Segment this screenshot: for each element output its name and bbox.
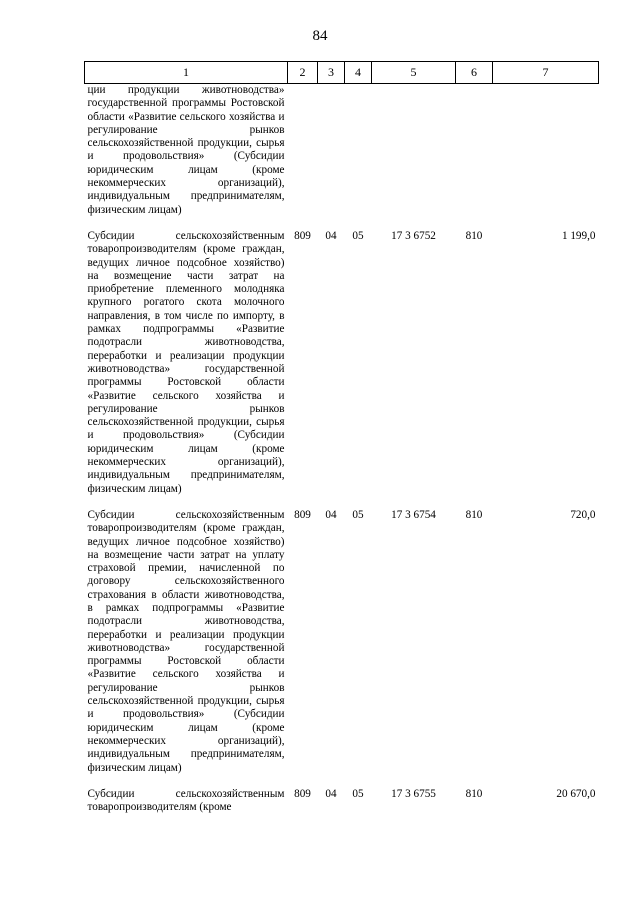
cell-subsection: 05 — [352, 229, 364, 242]
table-row — [85, 496, 599, 775]
cell-section: 04 — [325, 787, 337, 800]
cell-section: 04 — [325, 508, 337, 521]
cell-expense-type: 810 — [465, 787, 483, 800]
cell-subsection: 05 — [352, 508, 364, 521]
column-header-2: 2 — [288, 62, 318, 84]
cell-expense-type: 810 — [465, 229, 483, 242]
cell-target-article: 17 3 6755 — [391, 787, 436, 800]
cell-ministry-code: 809 — [294, 229, 311, 242]
column-header-4: 4 — [345, 62, 372, 84]
row-description: Субсидии сельскохозяйственным товаропроизводителям (кроме граждан, ведущих личное подсобное хозяйство) на возмещение части затрат на уплату страховой премии, начисленной по договору сельскохозяйственного страхования в области животноводства, в рамках подпрограммы «Развитие подотрасли животноводства, переработки и реализации продукции животноводства» государственной программы Ростовской области «Развитие сельского хозяйства и регулирование рынков сельскохозяйственной продукции, сырья и продовольствия» (Субсидии юридическим лицам (кроме некоммерческих организаций), индивидуальным предпринимателям, физическим лицам) — [87, 508, 285, 774]
column-header-5: 5 — [372, 62, 456, 84]
cell-ministry-code — [288, 84, 318, 217]
table-row — [85, 217, 599, 496]
row-description: Субсидии сельскохозяйственным товаропроизводителям (кроме граждан, ведущих личное подсобное хозяйство) на возмещение части затрат на приобретение племенного молодняка крупного рогатого скота молочного направления, в том числе по импорту, в рамках подпрограммы «Развитие подотрасли животноводства, переработки и реализации продукции животноводства» государственной программы Ростовской области «Развитие сельского хозяйства и регулирование рынков сельскохозяйственной продукции, сырья и продовольствия» (Субсидии юридическим лицам (кроме некоммерческих организаций), индивидуальным предпринимателям, физическим лицам) — [87, 229, 285, 495]
column-header-1: 1 — [85, 62, 288, 84]
cell-expense-type — [456, 84, 493, 217]
cell-section — [318, 84, 345, 217]
cell-subsection — [345, 84, 372, 217]
column-header-3: 3 — [318, 62, 345, 84]
cell-expense-type: 810 — [465, 508, 483, 521]
table-row — [85, 775, 599, 815]
cell-target-article: 17 3 6752 — [391, 229, 436, 242]
page-number: 84 — [312, 28, 328, 44]
table-row — [85, 84, 599, 217]
cell-target-article: 17 3 6754 — [391, 508, 436, 521]
cell-amount: 20 670,0 — [556, 787, 596, 800]
cell-section: 04 — [325, 229, 337, 242]
cell-subsection: 05 — [352, 787, 364, 800]
cell-amount — [493, 84, 599, 217]
column-header-7: 7 — [493, 62, 599, 84]
column-header-6: 6 — [456, 62, 493, 84]
budget-table — [84, 61, 599, 814]
cell-target-article — [372, 84, 456, 217]
cell-amount: 1 199,0 — [561, 229, 596, 242]
cell-ministry-code: 809 — [294, 508, 311, 521]
row-description: ции продукции животноводства» государственной программы Ростовской области «Развитие сельского хозяйства и регулирование рынков сельскохозяйственной продукции, сырья и продовольствия» (Субсидии юридическим лицам (кроме некоммерческих организаций), индивидуальным предпринимателям, физическим лицам) — [87, 84, 285, 216]
table-header-row — [85, 62, 599, 84]
cell-amount: 720,0 — [570, 508, 596, 521]
row-description: Субсидии сельскохозяйственным товаропроизводителям (кроме — [87, 787, 285, 814]
cell-ministry-code: 809 — [294, 787, 311, 800]
